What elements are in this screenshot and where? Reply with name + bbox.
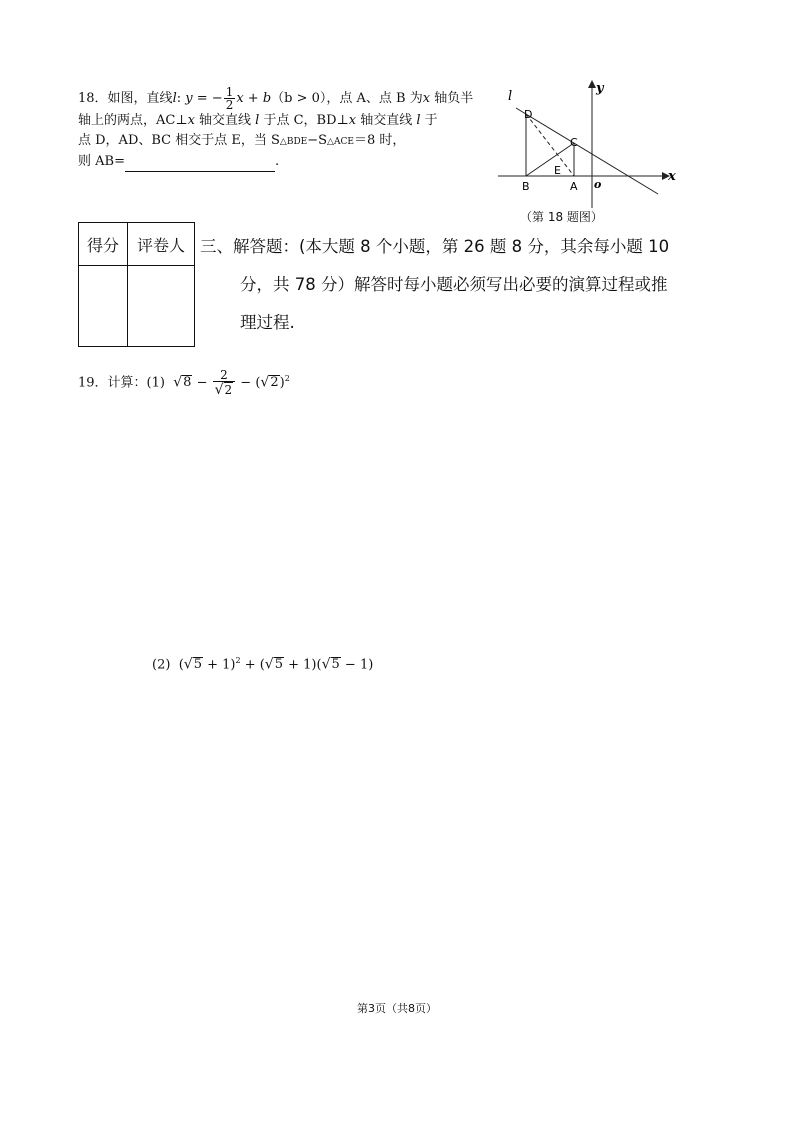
label-b: B [522,180,530,193]
q18-figure [490,76,690,208]
question-19-part-1: 19．计算：(1) √8 − $\frac{2}{√2}$ − $(√2)^2$ [78,367,290,398]
answer-blank[interactable] [125,158,275,172]
question-18 [78,86,488,172]
grader-header: 评卷人 [128,223,195,266]
q18-fraction: $\frac{1}{2}$ [225,85,234,112]
q18-number: 18． [78,91,108,106]
line-l [516,108,658,194]
q19-fraction: $\frac{2}{√2}$ [213,369,236,397]
label-y: y [596,81,604,96]
label-c: C [570,136,578,149]
q18-line-4: 则 AB= . [78,152,488,172]
label-x: x [668,169,676,184]
segment-ad [526,114,574,176]
label-o: o [594,178,602,191]
label-d: D [524,108,533,121]
label-a: A [570,180,578,193]
score-table [78,222,195,347]
score-cell[interactable] [79,266,128,347]
segment-bc [526,143,574,176]
label-l: l [508,89,513,104]
y-axis-arrow [588,80,596,88]
grader-cell[interactable] [128,266,195,347]
section-3-heading: 三、解答题：(本大题 8 个小题，第 26 题 8 分，其余每小题 10 分，共 78 分）解答时每小题必须写出必要的演算过程或推 理过程. [200,237,670,332]
figure-caption: （第 18 题图） [520,210,603,224]
q18-line-3: 点 D，AD、BC 相交于点 E，当 S△BDE−S△ACE＝8 时， [78,133,406,148]
q19-number: 19． [78,375,108,391]
score-header: 得分 [79,223,128,266]
page-footer: 第3页（共8页） [357,1002,437,1015]
question-19-part-2: (2) $(√5 + 1)^2 + (√5 + 1)(√5 - 1)$ [152,656,374,673]
q18-line-2: 轴上的两点，AC⊥x 轴交直线 l 于点 C，BD⊥x 轴交直线 l 于 [78,113,438,128]
q18-line-1: 18．如图，直线l: y = − $\frac{1}{2}$ x + b（b > 0），点 A、点 B 为x 轴负半 [78,85,474,112]
label-e: E [554,164,561,177]
